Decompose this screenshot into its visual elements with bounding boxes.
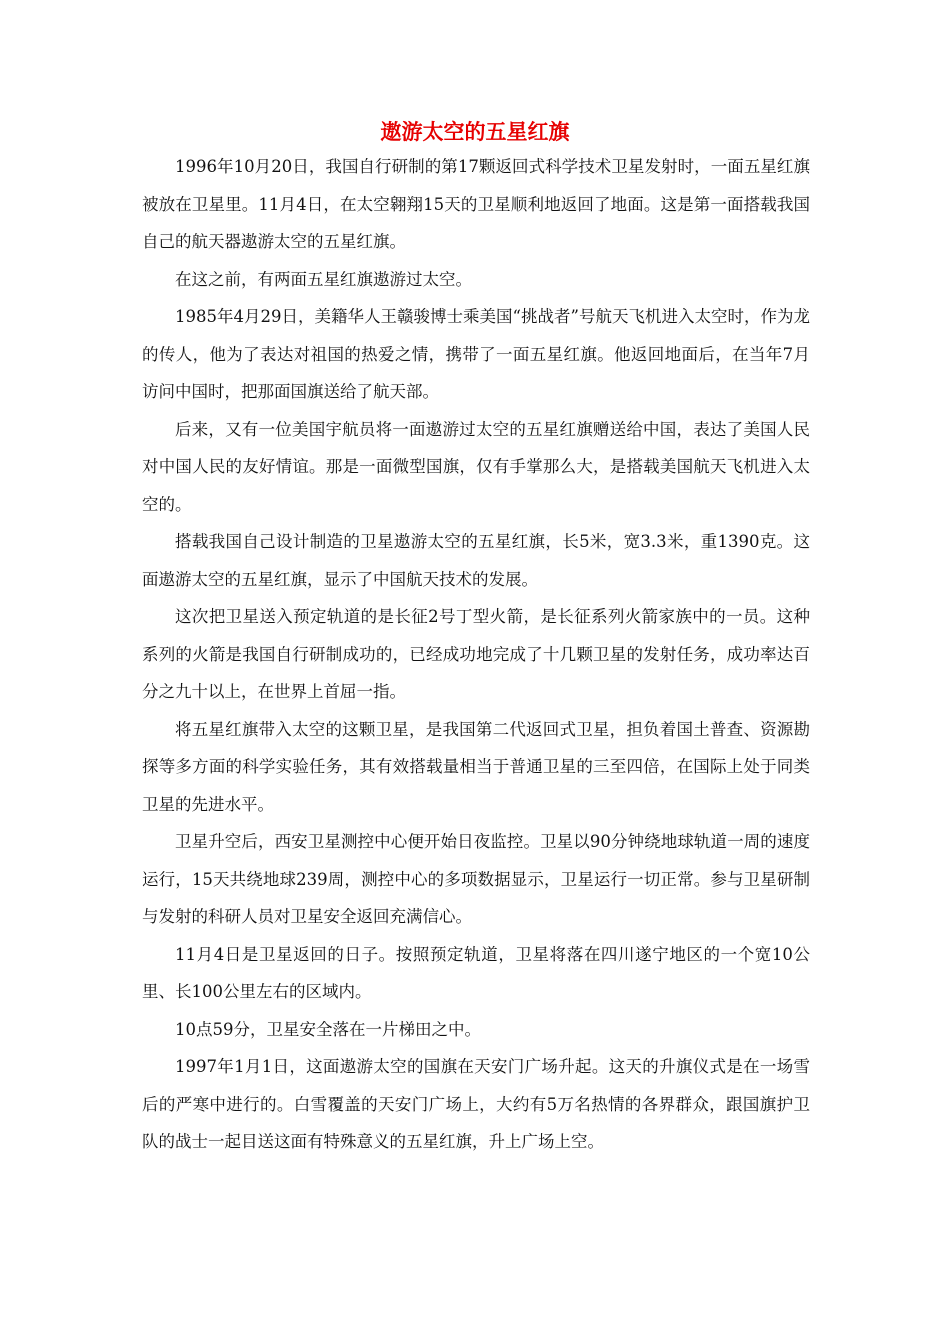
document-title: 遨游太空的五星红旗: [380, 119, 570, 144]
paragraph-4: 后来，又有一位美国宇航员将一面遨游过太空的五星红旗赠送给中国，表达了美国人民对中国人民的友好情谊。那是一面微型国旗，仅有手掌那么大，是搭载美国航天飞机进入太空的。: [142, 419, 810, 514]
document-body: [142, 148, 810, 1161]
paragraph-3: 1985年4月29日，美籍华人王赣骏博士乘美国“挑战者”号航天飞机进入太空时，作为龙的传人，他为了表达对祖国的热爱之情，携带了一面五星红旗。他返回地面后，在当年7月访问中国时，把那面国旗送给了航天部。: [142, 307, 810, 401]
paragraph-9: 11月4日是卫星返回的日子。按照预定轨道，卫星将落在四川遂宁地区的一个宽10公里、长100公里左右的区域内。: [142, 944, 810, 1001]
paragraph-1: 1996年10月20日，我国自行研制的第17颗返回式科学技术卫星发射时，一面五星红旗被放在卫星里。11月4日，在太空翱翔15天的卫星顺利地返回了地面。这是第一面搭载我国自己的航天器遨游太空的五星红旗。: [142, 157, 810, 251]
paragraph-11: 1997年1月1日，这面遨游太空的国旗在天安门广场升起。这天的升旗仪式是在一场雪后的严寒中进行的。白雪覆盖的天安门广场上，大约有5万名热情的各界群众，跟国旗护卫队的战士一起目送这面有特殊意义的五星红旗，升上广场上空。: [142, 1057, 810, 1151]
paragraph-10: 10点59分，卫星安全落在一片梯田之中。: [175, 1019, 481, 1039]
paragraph-7: 将五星红旗带入太空的这颗卫星，是我国第二代返回式卫星，担负着国土普查、资源勘探等多方面的科学实验任务，其有效搭载量相当于普通卫星的三至四倍，在国际上处于同类卫星的先进水平。: [142, 719, 810, 814]
paragraph-8: 卫星升空后，西安卫星测控中心便开始日夜监控。卫星以90分钟绕地球轨道一周的速度运行，15天共绕地球239周，测控中心的多项数据显示，卫星运行一切正常。参与卫星研制与发射的科研人员对卫星安全返回充满信心。: [142, 832, 810, 926]
paragraph-5: 搭载我国自己设计制造的卫星遨游太空的五星红旗，长5米，宽3.3米，重1390克。这面遨游太空的五星红旗，显示了中国航天技术的发展。: [142, 532, 810, 589]
paragraph-6: 这次把卫星送入预定轨道的是长征2号丁型火箭，是长征系列火箭家族中的一员。这种系列的火箭是我国自行研制成功的，已经成功地完成了十几颗卫星的发射任务，成功率达百分之九十以上，在世界上首屈一指。: [142, 607, 810, 701]
paragraph-2: 在这之前，有两面五星红旗遨游过太空。: [175, 269, 472, 289]
